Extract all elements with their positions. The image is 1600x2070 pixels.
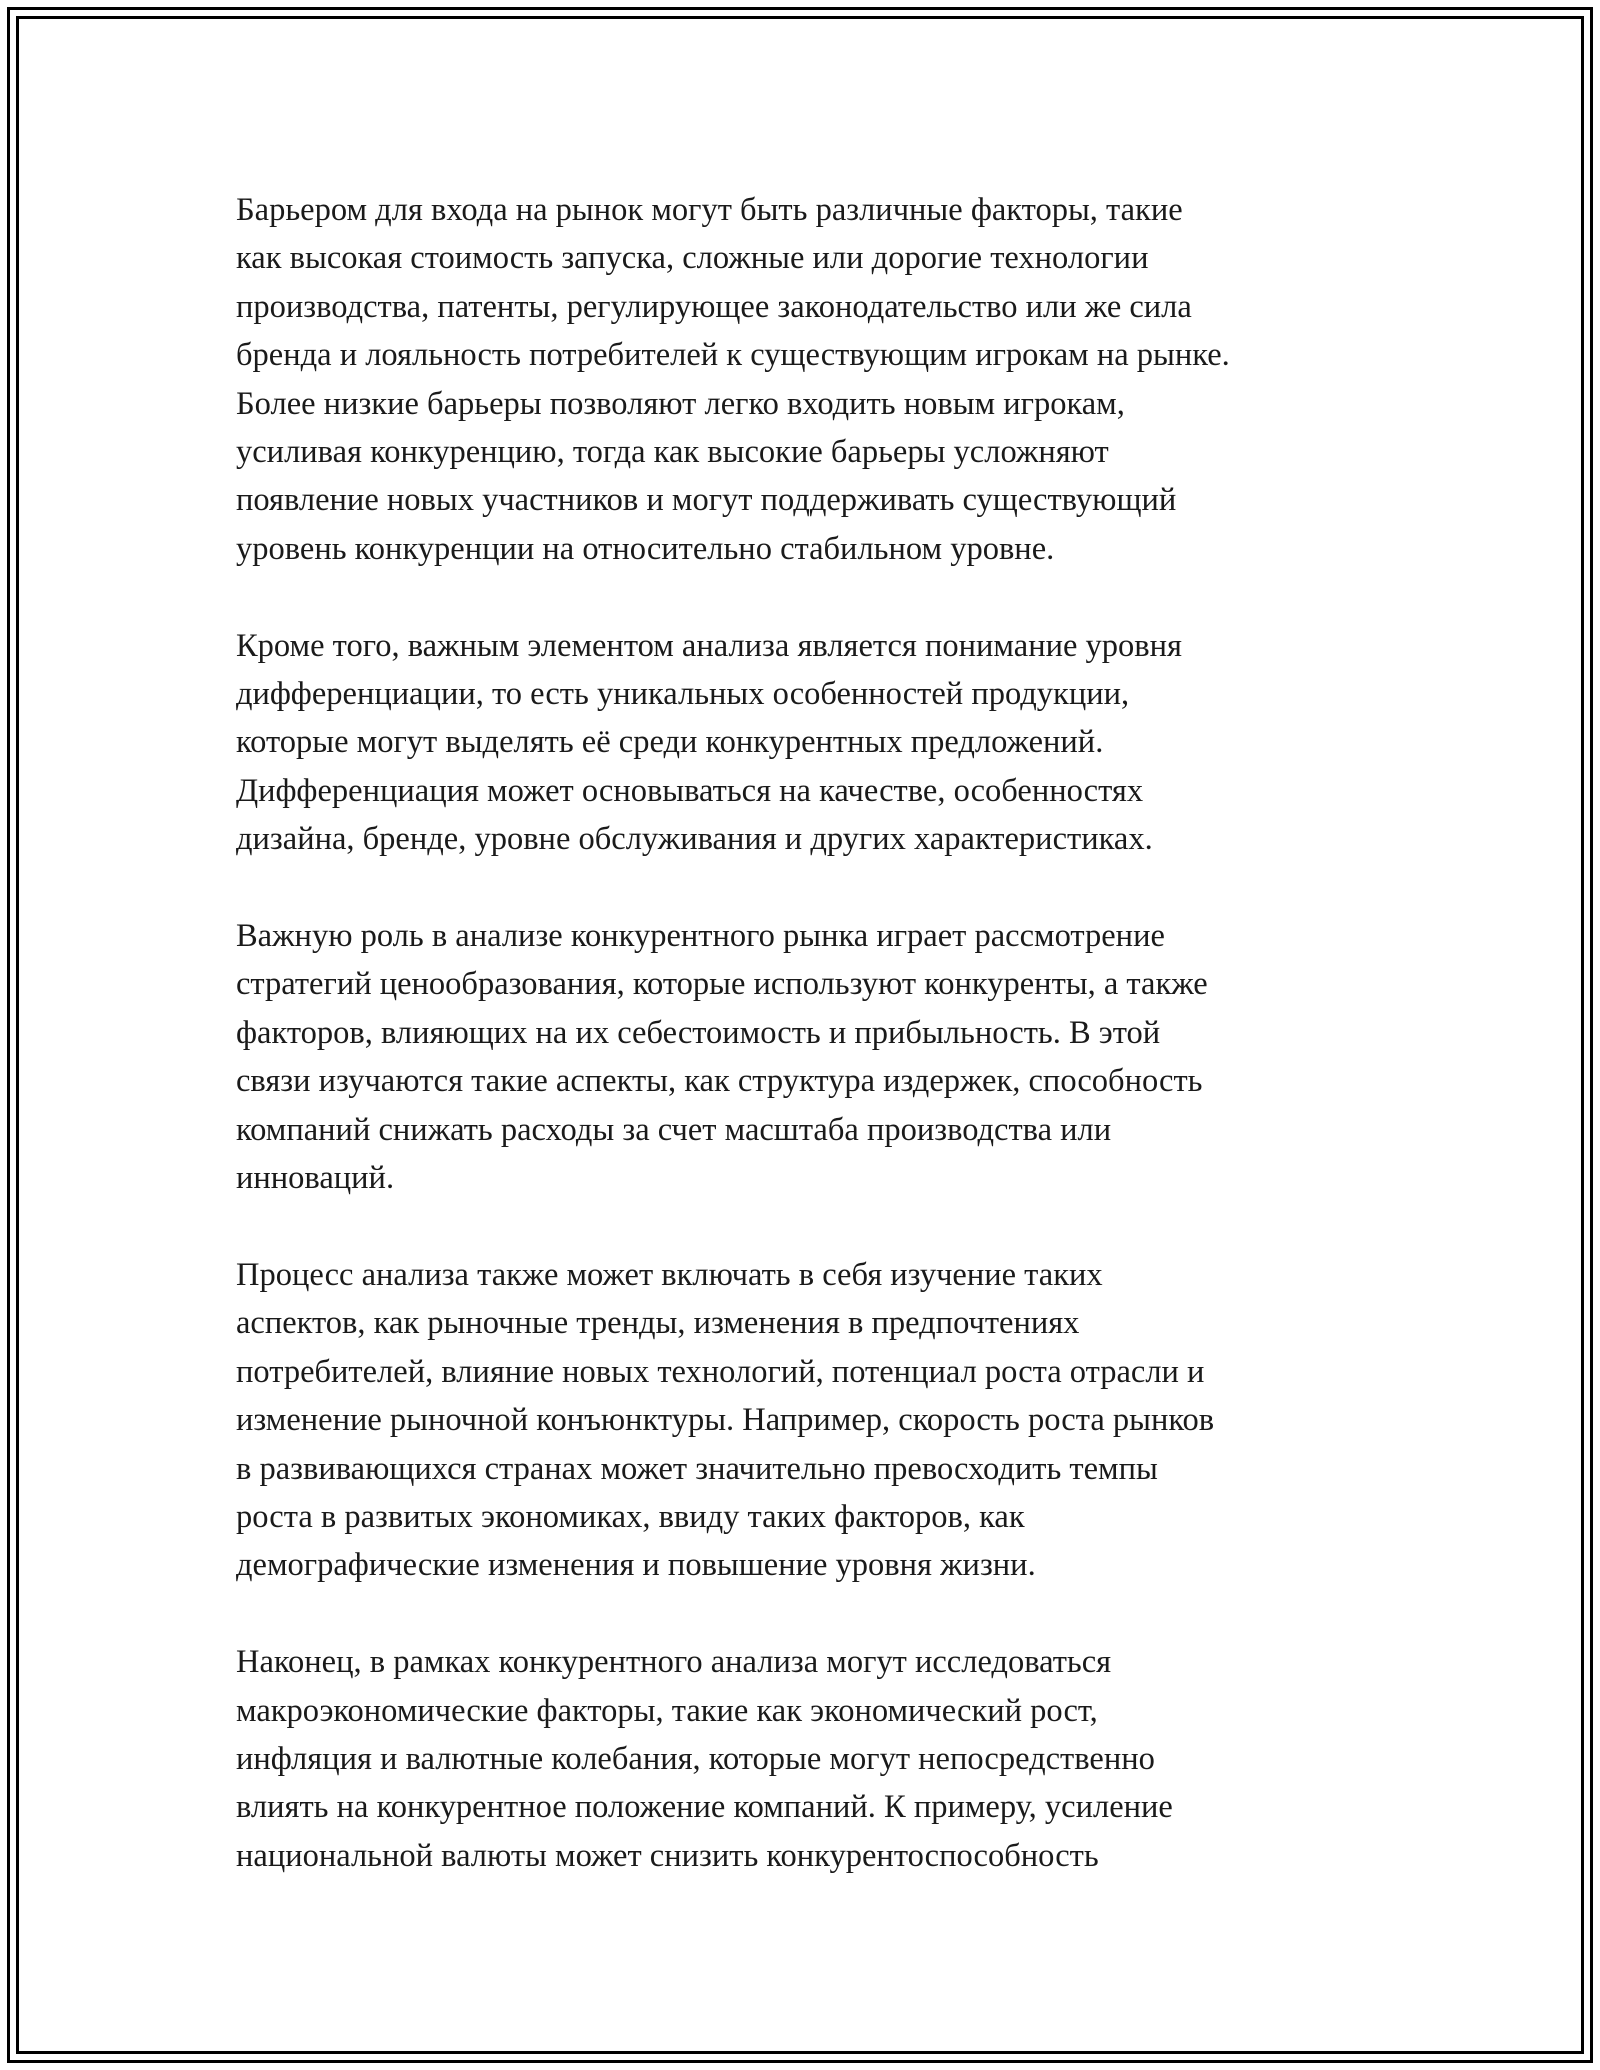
text-line: связи изучаются такие аспекты, как структура издержек, способность bbox=[236, 1063, 1203, 1100]
text-line: национальной валюты может снизить конкурентоспособность bbox=[236, 1837, 1099, 1874]
text-line: стратегий ценообразования, которые используют конкуренты, а также bbox=[236, 966, 1208, 1003]
text-line: Важную роль в анализе конкурентного рынка играет рассмотрение bbox=[236, 918, 1165, 955]
text-line: макроэкономические факторы, такие как экономический рост, bbox=[236, 1692, 1098, 1729]
text-line: демографические изменения и повышение уровня жизни. bbox=[236, 1547, 1036, 1584]
text-line: дифференциации, то есть уникальных особенностей продукции, bbox=[236, 676, 1130, 713]
text-line: Кроме того, важным элементом анализа является понимание уровня bbox=[236, 627, 1182, 664]
paragraph-market-trends bbox=[236, 1251, 1426, 1590]
text-line: Дифференциация может основываться на качестве, особенностях bbox=[236, 772, 1144, 809]
paragraph-entry-barriers bbox=[236, 186, 1426, 573]
text-line: Наконец, в рамках конкурентного анализа могут исследоваться bbox=[236, 1644, 1112, 1681]
text-line: Процесс анализа также может включать в себя изучение таких bbox=[236, 1256, 1103, 1293]
text-line: аспектов, как рыночные тренды, изменения в предпочтениях bbox=[236, 1305, 1080, 1342]
text-line: компаний снижать расходы за счет масштаба производства или bbox=[236, 1111, 1112, 1148]
text-line: факторов, влияющих на их себестоимость и прибыльность. В этой bbox=[236, 1014, 1161, 1051]
text-line: инноваций. bbox=[236, 1160, 395, 1197]
text-line: в развивающихся странах может значительно превосходить темпы bbox=[236, 1450, 1158, 1487]
text-line: усиливая конкуренцию, тогда как высокие барьеры усложняют bbox=[236, 434, 1109, 471]
text-line: бренда и лояльность потребителей к существующим игрокам на рынке. bbox=[236, 337, 1230, 374]
text-line: производства, патенты, регулирующее законодательство или же сила bbox=[236, 288, 1192, 325]
text-line: Более низкие барьеры позволяют легко входить новым игрокам, bbox=[236, 385, 1125, 422]
paragraph-macroeconomic-factors bbox=[236, 1638, 1426, 1880]
text-line: влиять на конкурентное положение компаний. К примеру, усиление bbox=[236, 1789, 1173, 1826]
text-line: уровень конкуренции на относительно стабильном уровне. bbox=[236, 530, 1055, 567]
text-line: как высокая стоимость запуска, сложные или дорогие технологии bbox=[236, 240, 1149, 277]
document-body bbox=[236, 186, 1426, 1929]
text-line: Барьером для входа на рынок могут быть различные факторы, такие bbox=[236, 192, 1183, 228]
text-line: изменение рыночной конъюнктуры. Например, скорость роста рынков bbox=[236, 1402, 1215, 1439]
paragraph-differentiation bbox=[236, 622, 1426, 864]
text-line: инфляция и валютные колебания, которые могут непосредственно bbox=[236, 1740, 1155, 1777]
paragraph-pricing-strategies bbox=[236, 912, 1426, 1202]
text-line: появление новых участников и могут поддерживать существующий bbox=[236, 482, 1177, 519]
text-line: которые могут выделять её среди конкурентных предложений. bbox=[236, 724, 1104, 761]
text-line: потребителей, влияние новых технологий, потенциал роста отрасли и bbox=[236, 1353, 1205, 1390]
text-line: дизайна, бренде, уровне обслуживания и других характеристиках. bbox=[236, 821, 1153, 858]
text-line: роста в развитых экономиках, ввиду таких факторов, как bbox=[236, 1498, 1025, 1535]
